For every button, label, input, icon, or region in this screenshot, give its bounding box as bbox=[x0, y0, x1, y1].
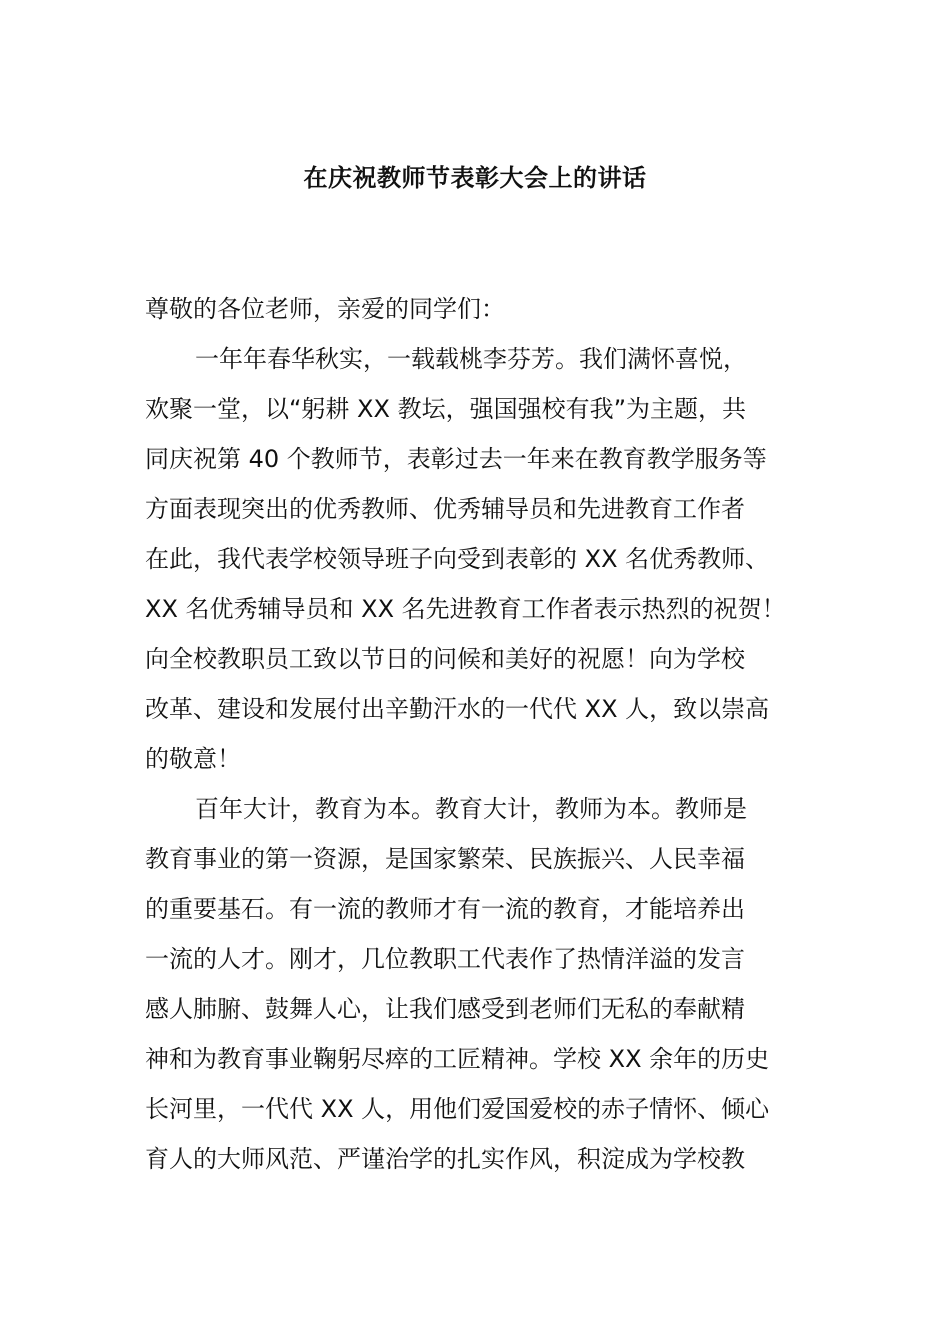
paragraph-2 bbox=[145, 784, 810, 1184]
paragraph-line: 的敬意！ bbox=[145, 745, 241, 773]
greeting-line: 尊敬的各位老师，亲爱的同学们： bbox=[145, 295, 505, 323]
paragraph-line: 在此，我代表学校领导班子向受到表彰的 XX 名优秀教师、 bbox=[145, 545, 770, 573]
paragraph-line: 百年大计，教育为本。教育大计，教师为本。教师是 bbox=[195, 795, 747, 823]
document-body bbox=[145, 284, 810, 1184]
paragraph-1 bbox=[145, 334, 810, 784]
paragraph-line: 神和为教育事业鞠躬尽瘁的工匠精神。学校 XX 余年的历史 bbox=[145, 1045, 770, 1073]
document-title: 在庆祝教师节表彰大会上的讲话 bbox=[303, 164, 647, 192]
paragraph-line: 教育事业的第一资源，是国家繁荣、民族振兴、人民幸福 bbox=[145, 845, 745, 873]
paragraph-line: 改革、建设和发展付出辛勤汗水的一代代 XX 人，致以崇高 bbox=[145, 695, 770, 723]
paragraph-line: 感人肺腑、鼓舞人心，让我们感受到老师们无私的奉献精 bbox=[145, 995, 745, 1023]
paragraph-line: 同庆祝第 40 个教师节，表彰过去一年来在教育教学服务等 bbox=[145, 445, 767, 473]
paragraph-line: 的重要基石。有一流的教师才有一流的教育，才能培养出 bbox=[145, 895, 745, 923]
paragraph-line: 育人的大师风范、严谨治学的扎实作风，积淀成为学校教 bbox=[145, 1145, 745, 1173]
paragraph-line: 一年年春华秋实，一载载桃李芬芳。我们满怀喜悦， bbox=[195, 345, 747, 373]
paragraph-line: 欢聚一堂，以“躬耕 XX 教坛，强国强校有我”为主题，共 bbox=[145, 395, 747, 423]
paragraph-line: 方面表现突出的优秀教师、优秀辅导员和先进教育工作者 bbox=[145, 495, 745, 523]
paragraph-line: 长河里，一代代 XX 人，用他们爱国爱校的赤子情怀、倾心 bbox=[145, 1095, 770, 1123]
paragraph-line: 向全校教职员工致以节日的问候和美好的祝愿！向为学校 bbox=[145, 645, 745, 673]
paragraph-line: 一流的人才。刚才，几位教职工代表作了热情洋溢的发言 bbox=[145, 945, 745, 973]
paragraph-line: XX 名优秀辅导员和 XX 名先进教育工作者表示热烈的祝贺！ bbox=[145, 595, 786, 623]
